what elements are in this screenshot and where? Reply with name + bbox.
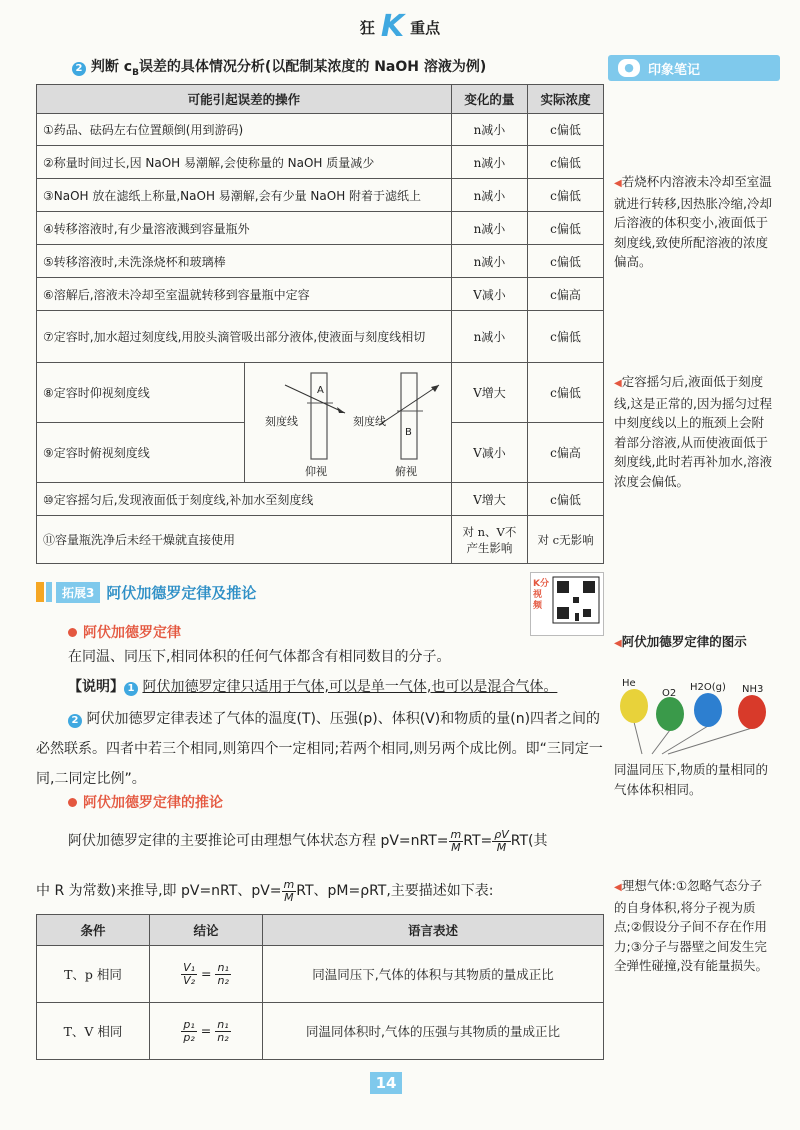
law-statement: 在同温、同压下,相同体积的任何气体都含有相同数目的分子。 <box>68 649 451 665</box>
scale-label-right: 刻度线 <box>352 415 386 428</box>
page-header <box>300 10 500 44</box>
col-header-op: 可能引起误差的操作 <box>37 85 452 114</box>
elephant-icon: ● <box>618 59 640 77</box>
table-row: ②称量时间过长,因 NaOH 易潮解,会使称量的 NaOH 质量减少 n减小 c偏低 <box>37 146 604 179</box>
balloon-nh3 <box>738 695 766 729</box>
arrow-right <box>431 385 439 392</box>
col-header-conclusion: 结论 <box>150 915 263 946</box>
label-nh3: NH3 <box>742 684 764 695</box>
error-analysis-table <box>36 84 604 564</box>
string <box>634 722 642 754</box>
table-row: ⑥溶解后,溶液未冷却至室温就转移到容量瓶中定容 V减小 c偏高 <box>37 278 604 311</box>
law-note-2: 2 阿伏加德罗定律表述了气体的温度(T)、压强(p)、体积(V)和物质的量(n)四者之间的必然联系。四者中若三个相同,则第四个一定相同;若两个相同,则另两个成比例。即“三同定一同,二同定比例”。 <box>36 711 603 787</box>
label-o2: O2 <box>662 688 677 699</box>
scale-label-left: 刻度线 <box>264 415 298 428</box>
col-header-condition: 条件 <box>37 915 150 946</box>
balloon-o2 <box>656 697 684 731</box>
caption-downward: 俯视 <box>394 465 417 478</box>
label-he: He <box>622 678 636 689</box>
table-row: ⑧定容时仰视刻度线 A 刻度线 仰视 B 刻度线 俯视 V增大 c偏低 <box>37 363 604 423</box>
table-row: ⑩定容摇匀后,发现液面低于刻度线,补加水至刻度线 V增大 c偏低 <box>37 483 604 516</box>
col-header-conc: 实际浓度 <box>528 85 604 114</box>
k-logo: K <box>380 9 405 44</box>
law-note-1: 【说明】 1 阿伏加德罗定律只适用于气体,可以是单一气体,也可以是混合气体。 <box>68 679 558 695</box>
label-h2o: H2O(g) <box>690 682 726 693</box>
side-note-1: ◀若烧杯内溶液未冷却至室温就进行转移,因热胀冷缩,冷却后溶液的体积变小,液面低于刻度线,致使所配溶液的浓度偏高。 <box>614 174 772 269</box>
caption-upward: 仰视 <box>304 465 327 478</box>
section2-tag: 拓展3 <box>56 582 100 603</box>
corollary-line-2: 中 R 为常数)来推导,即 pV=nRT、pV= $\frac{m}{M}$ RT、pM=ρRT,主要描述如下表: <box>36 877 494 904</box>
table-row: ⑨定容时俯视刻度线 V减小 c偏高 <box>37 423 604 483</box>
corollary-table <box>36 914 604 1060</box>
sight-line-up <box>285 385 345 413</box>
corollary-line-1: 阿伏加德罗定律的主要推论可由理想气体状态方程 pV=nRT= $\frac{m}{M}$ RT= $\frac{\rho V}{M}$ RT(其 <box>68 827 548 854</box>
balloon-h2o <box>694 693 722 727</box>
section2-heading <box>36 581 256 603</box>
sub-heading-law: 阿伏加德罗定律 <box>68 622 181 642</box>
balloon-he <box>620 689 648 723</box>
side-note-3: 同温同压下,物质的量相同的气体体积相同。 <box>614 762 768 797</box>
sight-line-down <box>379 385 439 425</box>
table-row: ①药品、砝码左右位置颠倒(用到游码) n减小 c偏低 <box>37 114 604 146</box>
table-row: ⑪容量瓶洗净后未经干燥就直接使用 对 n、V不产生影响 对 c无影响 <box>37 516 604 564</box>
header-right: 重点 <box>410 18 441 37</box>
notes-header: ● 印象笔记 <box>608 55 780 81</box>
triangle-icon: ◀ <box>614 882 622 893</box>
header-left: 狂 <box>359 18 375 37</box>
triangle-icon: ◀ <box>614 638 622 649</box>
triangle-icon: ◀ <box>614 178 622 189</box>
triangle-icon: ◀ <box>614 378 622 389</box>
flask-neck-right <box>401 373 417 459</box>
side-note-2: ◀定容摇匀后,液面低于刻度线,这是正常的,因为摇匀过程中刻度线以上的瓶颈上会附着部分溶液,从而使液面低于刻度线,此时若再补加水,溶液浓度会偏低。 <box>614 374 772 489</box>
point-b-label: B <box>404 427 412 438</box>
arrow-left <box>337 407 345 413</box>
table-row: T、V 相同 $\frac{\text{p₁}}{\text{p₂}}$ = $\frac{\text{n₁}}{\text{n₂}}$ 同温同体积时,气体的压强与其物质的量成正比 <box>37 1003 604 1060</box>
heading-bar <box>46 582 52 602</box>
section1-number: 2 <box>72 62 86 76</box>
table-row: ⑤转移溶液时,未洗涤烧杯和玻璃棒 n减小 c偏低 <box>37 245 604 278</box>
balloons-illustration <box>612 674 782 756</box>
heading-bar <box>36 582 44 602</box>
flask-neck-diagram <box>245 363 451 479</box>
qr-label: K分视频 <box>533 579 549 611</box>
point-a-label: A <box>316 385 324 396</box>
section1-title: 2 判断 $c_B$误差的具体情况分析(以配制某浓度的 NaOH 溶液为例) <box>72 56 486 78</box>
string <box>668 728 752 754</box>
page-number: 14 <box>370 1072 402 1094</box>
col-header-description: 语言表述 <box>263 915 604 946</box>
table-row: ④转移溶液时,有少量溶液溅到容量瓶外 n减小 c偏低 <box>37 212 604 245</box>
qr-code[interactable] <box>530 572 604 636</box>
table-row: T、p 相同 $\frac{\text{V₁}}{\text{V₂}}$ = $\frac{\text{n₁}}{\text{n₂}}$ 同温同压下,气体的体积与其物质的量成正比 <box>37 946 604 1003</box>
side-note-3-title: ◀阿伏加德罗定律的图示 <box>614 634 747 649</box>
table-row: ③NaOH 放在滤纸上称量,NaOH 易潮解,会有少量 NaOH 附着于滤纸上 n减小 c偏低 <box>37 179 604 212</box>
meniscus-figure <box>244 363 451 483</box>
sub-heading-corollary: 阿伏加德罗定律的推论 <box>68 792 223 812</box>
section2-title: 阿伏加德罗定律及推论 <box>106 583 257 602</box>
col-header-change: 变化的量 <box>451 85 527 114</box>
table-row: ⑦定容时,加水超过刻度线,用胶头滴管吸出部分液体,使液面与刻度线相切 n减小 c偏低 <box>37 311 604 363</box>
side-note-4: ◀理想气体:①忽略气态分子的自身体积,将分子视为质点;②假设分子间不存在作用力;③分子与器壁之间发生完全弹性碰撞,没有能量损失。 <box>614 878 768 973</box>
